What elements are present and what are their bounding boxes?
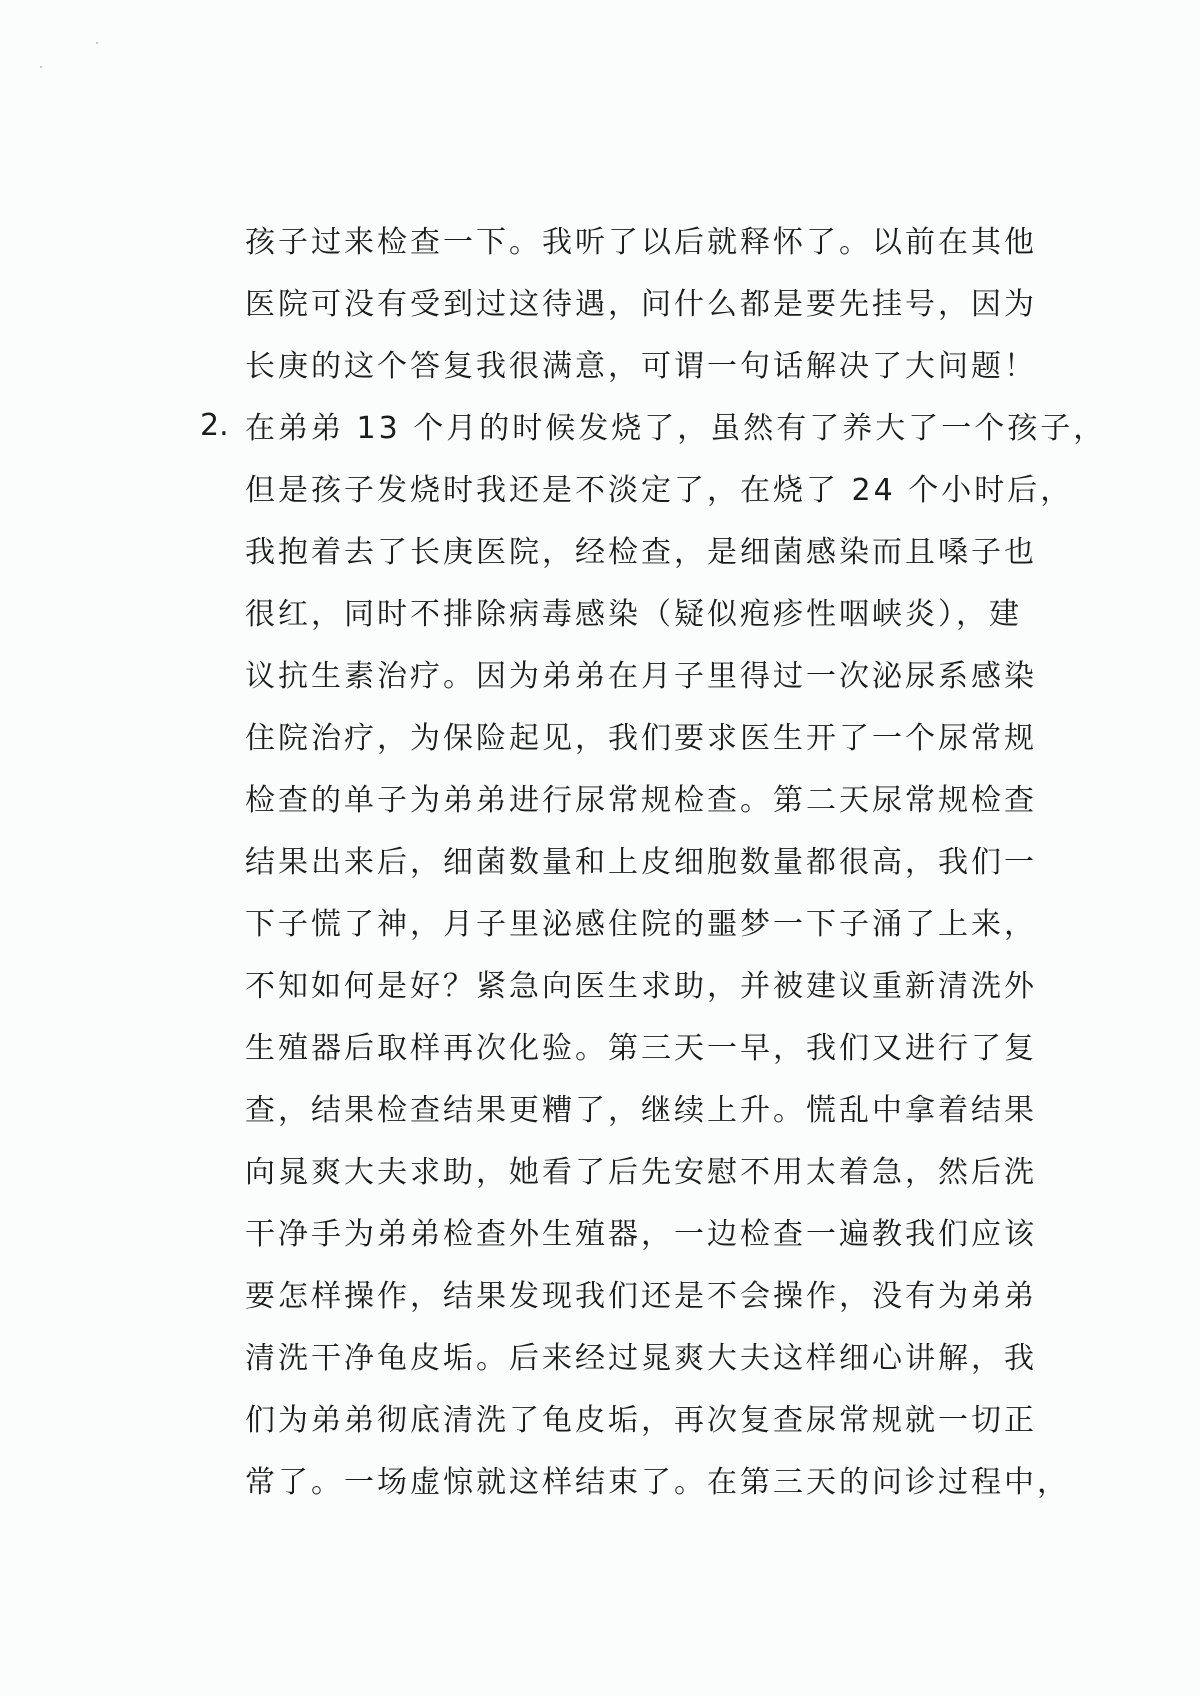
body-text xyxy=(200,208,1107,1510)
line-text: 住院治疗，为保险起见，我们要求医生开了一个尿常规 xyxy=(245,721,1037,756)
line-text: 清洗干净龟皮垢。后来经过晁爽大夫这样细心讲解，我 xyxy=(245,1341,1037,1376)
line-text: 向晁爽大夫求助，她看了后先安慰不用太着急，然后洗 xyxy=(245,1155,1037,1190)
line-text: 孩子过来检查一下。我听了以后就释怀了。以前在其他 xyxy=(245,225,1037,260)
text-line xyxy=(200,1262,1060,1324)
line-text: 检查的单子为弟弟进行尿常规检查。第二天尿常规检查 xyxy=(245,783,1037,818)
list-item-2-first-line xyxy=(200,394,1107,456)
text-line xyxy=(200,766,1060,828)
text-line xyxy=(200,270,1060,332)
text-line xyxy=(200,208,1060,270)
line-text: 但是孩子发烧时我还是不淡定了，在烧了 24 个小时后， xyxy=(245,473,1074,508)
line-text: 下子慌了神，月子里泌感住院的噩梦一下子涌了上来， xyxy=(245,907,1037,942)
text-line xyxy=(200,1324,1060,1386)
text-line xyxy=(200,890,1060,952)
line-text: 长庚的这个答复我很满意，可谓一句话解决了大问题！ xyxy=(245,349,1037,384)
text-line xyxy=(200,332,1060,394)
text-line xyxy=(200,1138,1060,1200)
text-line xyxy=(200,580,1060,642)
scan-speck xyxy=(40,66,42,68)
line-text: 干净手为弟弟检查外生殖器，一边检查一遍教我们应该 xyxy=(245,1217,1037,1252)
text-line xyxy=(200,1076,1060,1138)
text-line xyxy=(200,642,1060,704)
list-number: 2. xyxy=(200,407,229,443)
line-text: 常了。一场虚惊就这样结束了。在第三天的问诊过程中， xyxy=(245,1465,1070,1500)
line-text: 医院可没有受到过这待遇，问什么都是要先挂号，因为 xyxy=(245,287,1037,322)
text-line xyxy=(200,456,1074,518)
text-line xyxy=(200,828,1060,890)
line-text: 不知如何是好？紧急向医生求助，并被建议重新清洗外 xyxy=(245,969,1037,1004)
text-line xyxy=(200,1014,1060,1076)
line-text: 们为弟弟彻底清洗了龟皮垢，再次复查尿常规就一切正 xyxy=(245,1403,1037,1438)
scan-speck xyxy=(96,42,98,44)
text-line xyxy=(200,1200,1060,1262)
text-line xyxy=(200,952,1060,1014)
line-text: 我抱着去了长庚医院，经检查，是细菌感染而且嗓子也 xyxy=(245,535,1037,570)
line-text: 查，结果检查结果更糟了，继续上升。慌乱中拿着结果 xyxy=(245,1093,1037,1128)
line-text: 议抗生素治疗。因为弟弟在月子里得过一次泌尿系感染 xyxy=(245,659,1037,694)
line-text: 很红，同时不排除病毒感染（疑似疱疹性咽峡炎），建 xyxy=(245,597,1022,632)
line-text: 生殖器后取样再次化验。第三天一早，我们又进行了复 xyxy=(245,1031,1037,1066)
line-text: 要怎样操作，结果发现我们还是不会操作，没有为弟弟 xyxy=(245,1279,1037,1314)
line-text: 结果出来后，细菌数量和上皮细胞数量都很高，我们一 xyxy=(245,845,1037,880)
text-line xyxy=(200,1448,1070,1510)
text-line xyxy=(200,704,1060,766)
line-text: 在弟弟 13 个月的时候发烧了，虽然有了养大了一个孩子， xyxy=(245,411,1107,446)
text-line xyxy=(200,1386,1060,1448)
text-line xyxy=(200,518,1060,580)
